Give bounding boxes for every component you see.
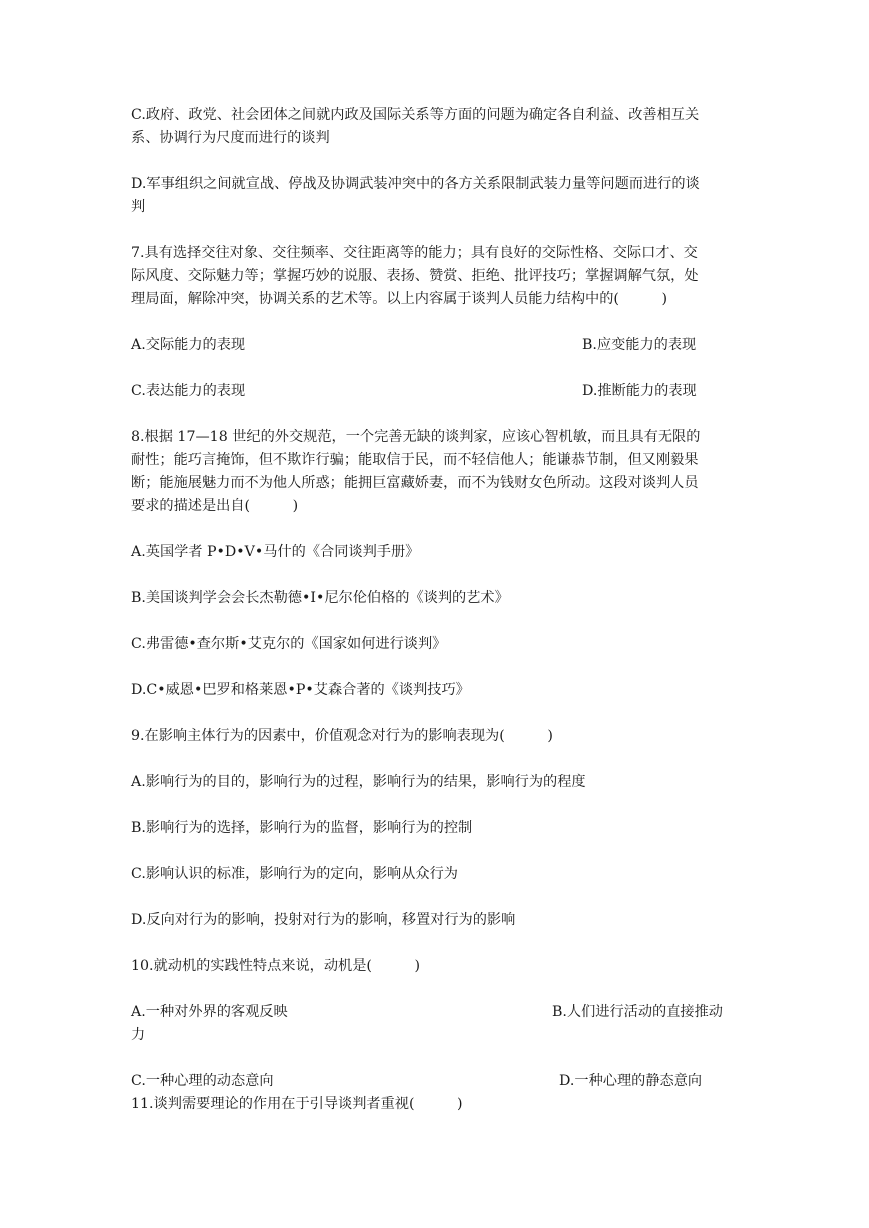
- q7-option-b: B.应变能力的表现: [582, 337, 697, 353]
- q10-options-row-1: [131, 1001, 743, 1047]
- q6-option-c-line-1: C.政府、政党、社会团体之间就内政及国际关系等方面的问题为确定各自利益、改善相互关: [131, 107, 700, 123]
- q6-option-d: [131, 173, 743, 219]
- q8-stem-line-2: 耐性；能巧言掩饰，但不欺诈行骗；能取信于民，而不轻信他人；能谦恭节制，但又刚毅果: [131, 452, 699, 468]
- q9-option-c: C.影响认识的标准，影响行为的定向，影响从众行为: [131, 866, 458, 882]
- q10-option-b-wrap: 力: [131, 1027, 146, 1043]
- q7-stem-line-2: 际风度、交际魅力等；掌握巧妙的说服、表扬、赞赏、拒绝、批评技巧；掌握调解气氛，处: [131, 268, 699, 284]
- q6-option-c: [131, 104, 743, 150]
- q10-option-c: C.一种心理的动态意向: [131, 1073, 274, 1089]
- q7-stem: [131, 242, 743, 311]
- q7-option-c: C.表达能力的表现: [131, 383, 246, 399]
- q7-option-a: A.交际能力的表现: [131, 337, 246, 353]
- q10-options-row-2: [131, 1070, 743, 1093]
- q7-options-row-2: [131, 380, 743, 403]
- q6-option-d-line-2: 判: [131, 199, 146, 215]
- q10-stem: 10.就动机的实践性特点来说，动机是( ): [131, 958, 421, 974]
- q8-stem-line-1: 8.根据 17—18 世纪的外交规范，一个完善无缺的谈判家，应该心智机敏，而且具有无限的: [131, 429, 701, 445]
- q11-stem: 11.谈判需要理论的作用在于引导谈判者重视( ): [131, 1096, 463, 1112]
- q6-option-d-line-1: D.军事组织之间就宣战、停战及协调武装冲突中的各方关系限制武装力量等问题而进行的谈: [131, 176, 700, 192]
- q7-options-row-1: [131, 334, 743, 357]
- q8-option-c: C.弗雷德•查尔斯•艾克尔的《国家如何进行谈判》: [131, 636, 447, 652]
- q8-option-d: D.C•威恩•巴罗和格莱恩•P•艾森合著的《谈判技巧》: [131, 682, 470, 698]
- q9-option-d: D.反向对行为的影响，投射对行为的影响，移置对行为的影响: [131, 912, 516, 928]
- q9-option-a: A.影响行为的目的，影响行为的过程，影响行为的结果，影响行为的程度: [131, 774, 586, 790]
- q7-stem-line-3: 理局面，解除冲突，协调关系的艺术等。以上内容属于谈判人员能力结构中的( ): [131, 291, 668, 307]
- q8-stem-line-4: 要求的描述是出自( ): [131, 498, 299, 514]
- q8-option-b: B.美国谈判学会会长杰勒德•I•尼尔伦伯格的《谈判的艺术》: [131, 590, 509, 606]
- q8-stem-line-3: 断；能施展魅力而不为他人所惑；能拥巨富藏娇妻，而不为钱财女色所动。这段对谈判人员: [131, 475, 699, 491]
- q8-stem: [131, 426, 743, 518]
- q8-option-a: A.英国学者 P•D•V•马什的《合同谈判手册》: [131, 544, 420, 560]
- q10-option-a: A.一种对外界的客观反映: [131, 1004, 288, 1020]
- q9-stem: 9.在影响主体行为的因素中，价值观念对行为的影响表现为( ): [131, 728, 553, 744]
- q7-stem-line-1: 7.具有选择交往对象、交往频率、交往距离等的能力；具有良好的交际性格、交际口才、交: [131, 245, 698, 261]
- q7-option-d: D.推断能力的表现: [582, 383, 697, 399]
- q6-option-c-line-2: 系、协调行为尺度而进行的谈判: [131, 130, 330, 146]
- q9-option-b: B.影响行为的选择，影响行为的监督，影响行为的控制: [131, 820, 473, 836]
- q10-option-d: D.一种心理的静态意向: [559, 1073, 703, 1089]
- q10-option-b: B.人们进行活动的直接推动: [552, 1004, 723, 1020]
